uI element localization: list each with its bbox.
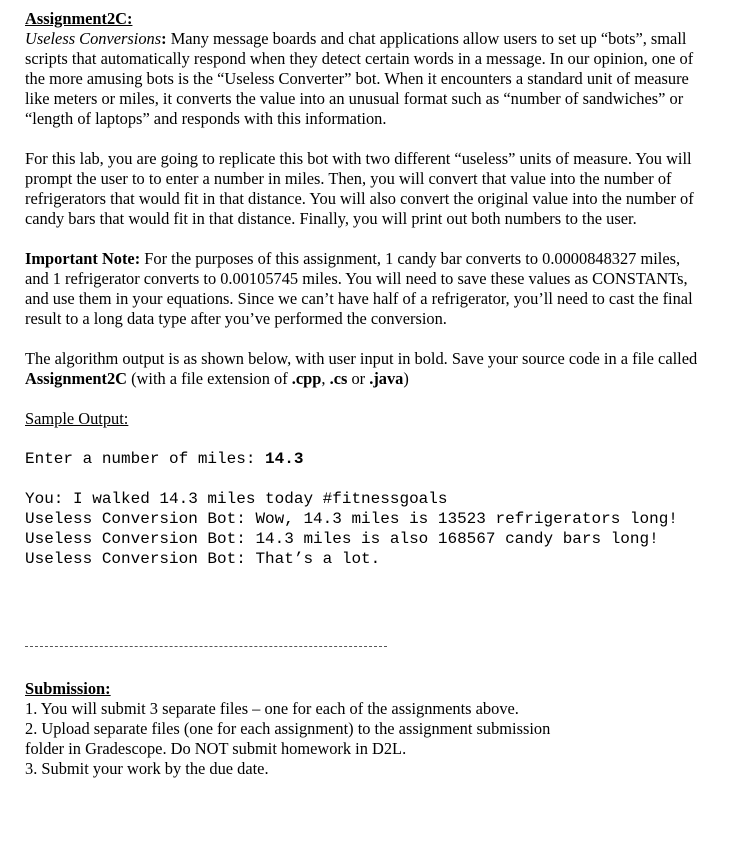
- source-filename: Assignment2C: [25, 369, 127, 388]
- submission-section: [25, 679, 705, 779]
- sample-user-input: 14.3: [265, 450, 304, 468]
- note-text: For the purposes of this assignment, 1 candy bar converts to 0.0000848327 miles, and 1 refrigerator converts to 0.00105745 miles. You will need to save these values as CONSTANTs, and use them in your equations. Since we can’t have half of a refrigerator, you’ll need to cast the final result to a long data type after you’ve performed the conversion.: [25, 249, 693, 328]
- sample-line-4: Useless Conversion Bot: That’s a lot.: [25, 550, 381, 568]
- sample-line-2: Useless Conversion Bot: Wow, 14.3 miles is 13523 refrigerators long!: [25, 510, 678, 528]
- algorithm-paragraph: [25, 349, 705, 389]
- ext-cpp: .cpp: [291, 369, 322, 388]
- intro-colon: :: [161, 29, 167, 48]
- submission-item-2: 2. Upload separate files (one for each assignment) to the assignment submission folder in Gradescope. Do NOT submit homework in D2L.: [25, 719, 551, 758]
- ext-java: .java: [369, 369, 404, 388]
- document-body: [25, 9, 705, 569]
- submission-item-1: 1. You will submit 3 separate files – one for each of the assignments above.: [25, 699, 519, 718]
- submission-heading: Submission:: [25, 679, 111, 698]
- sample-prompt: Enter a number of miles:: [25, 450, 266, 468]
- intro-paragraph: [25, 29, 705, 129]
- sample-line-3: Useless Conversion Bot: 14.3 miles is also 168567 candy bars long!: [25, 530, 659, 548]
- section-divider: [25, 646, 387, 647]
- intro-label: Useless Conversions: [25, 29, 162, 48]
- algorithm-text-end: ): [403, 369, 409, 388]
- sample-output-heading: Sample Output:: [25, 409, 129, 428]
- ext-sep-1: ,: [321, 369, 330, 388]
- ext-sep-2: or: [347, 369, 370, 388]
- ext-cs: .cs: [329, 369, 348, 388]
- sample-prompt-line: [25, 449, 705, 469]
- note-label: Important Note:: [25, 249, 141, 268]
- intro-text: Many message boards and chat applications allow users to set up “bots”, small scripts that automatically respond when they detect certain words in a message. In our opinion, one of the more amusing bots is the “Useless Converter” bot. When it encounters a standard unit of measure like meters or miles, it converts the value into an unusual format such as “number of sandwiches” or “length of laptops” and responds with this information.: [25, 29, 694, 128]
- assignment-title: Assignment2C:: [25, 9, 133, 28]
- algorithm-text: The algorithm output is as shown below, with user input in bold. Save your source code in a file called: [25, 349, 698, 368]
- lab-paragraph: For this lab, you are going to replicate this bot with two different “useless” units of measure. You will prompt the user to to enter a number in miles. Then, you will convert that value into the number of refrigerators that would fit in that distance. You will also convert the original value into the number of candy bars that would fit in that distance. Finally, you will print out both numbers to the user.: [25, 149, 694, 228]
- algorithm-text-mid: (with a file extension of: [127, 369, 292, 388]
- submission-item-3: 3. Submit your work by the due date.: [25, 759, 269, 778]
- important-note: [25, 249, 705, 329]
- sample-line-1: You: I walked 14.3 miles today #fitnessgoals: [25, 490, 448, 508]
